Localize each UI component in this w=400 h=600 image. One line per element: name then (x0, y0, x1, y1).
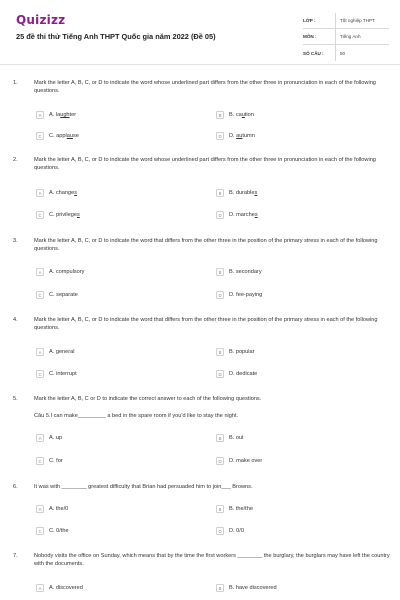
option-d[interactable] (216, 290, 262, 300)
option-letter-box: C (36, 457, 44, 465)
header-divider (0, 64, 400, 65)
option-letter-box: A (36, 434, 44, 442)
option-b[interactable] (216, 433, 244, 443)
option-letter-box: B (216, 189, 224, 197)
option-letter-box: D (216, 370, 224, 378)
option-letter-box: B (216, 111, 224, 119)
option-a[interactable] (36, 267, 84, 277)
option-b[interactable] (216, 504, 253, 514)
option-c[interactable] (36, 456, 63, 466)
option-letter-box: D (216, 291, 224, 299)
option-label: D. make over (229, 458, 263, 464)
option-letter-box: C (36, 527, 44, 535)
option-label: B. have discovered (229, 585, 277, 591)
option-b[interactable] (216, 347, 255, 357)
option-letter-box: A (36, 584, 44, 592)
option-letter-box: C (36, 370, 44, 378)
option-label: A. discovered (49, 585, 83, 591)
option-label: C. separate (49, 292, 78, 298)
option-b[interactable] (216, 188, 257, 198)
option-a[interactable] (36, 110, 76, 120)
option-a[interactable] (36, 347, 75, 357)
question-number: 6. (13, 484, 18, 490)
question-text: Mark the letter A, B, C or D to indicate the correct answer to each of the following questions. (34, 396, 262, 402)
option-label: B. secondary (229, 269, 262, 275)
question-number: 5. (13, 396, 18, 402)
option-c[interactable] (36, 369, 77, 379)
meta-value: 50 (335, 45, 345, 61)
option-c[interactable] (36, 290, 78, 300)
question-number: 2. (13, 157, 18, 163)
option-label: B. the/the (229, 506, 253, 512)
question-text: Nobody visits the office on Sunday, which means that by the time the first workers ________ the burglary, the burglars may have left the country with the documents. (34, 553, 390, 567)
option-b[interactable] (216, 583, 277, 593)
option-letter-box: D (216, 527, 224, 535)
option-letter-box: A (36, 505, 44, 513)
question-text: Mark the letter A, B, C, or D to indicate the word that differs from the other three in the position of the primary stress in each of the following questions. (34, 317, 378, 331)
option-d[interactable] (216, 456, 262, 466)
option-label: A. up (49, 435, 63, 441)
meta-key: MÔN : (303, 34, 317, 39)
option-letter-box: B (216, 348, 224, 356)
option-label: A. compulsory (49, 269, 85, 275)
question-text: Mark the letter A, B, C, or D to indicate the word whose underlined part differs from the other three in pronunciation in each of the following questions. (34, 157, 376, 171)
option-letter-box: D (216, 211, 224, 219)
option-label: D. autumn (229, 133, 255, 139)
option-a[interactable] (36, 188, 77, 198)
option-letter-box: A (36, 111, 44, 119)
meta-info-table (303, 13, 389, 61)
question-prompt: Câu 5.I can make_________ a bed in the spare room if you'd like to stay the night. (34, 413, 239, 419)
option-letter-box: C (36, 211, 44, 219)
meta-row-class (303, 13, 389, 29)
option-label: C. interrupt (49, 371, 77, 377)
question-number: 1. (13, 80, 18, 86)
option-letter-box: C (36, 132, 44, 140)
question-number: 3. (13, 238, 18, 244)
option-c[interactable] (36, 526, 69, 536)
meta-row-count (303, 45, 389, 61)
option-label: B. durables (229, 190, 258, 196)
option-letter-box: D (216, 457, 224, 465)
page-title: 25 đề thi thử Tiếng Anh THPT Quốc gia năm 2022 (Đề 05) (16, 32, 216, 41)
option-letter-box: B (216, 584, 224, 592)
option-letter-box: B (216, 505, 224, 513)
option-label: D. fee-paying (229, 292, 263, 298)
option-label: C. for (49, 458, 63, 464)
meta-value: Tốt nghiệp THPT (335, 13, 375, 28)
option-label: A. changes (49, 190, 77, 196)
option-label: C. privileges (49, 212, 80, 218)
option-letter-box: D (216, 132, 224, 140)
option-letter-box: A (36, 268, 44, 276)
question-text: Mark the letter A, B, C, or D to indicate the word whose underlined part differs from the other three in pronunciation in each of the following questions. (34, 80, 376, 94)
meta-value: Tiếng Anh (335, 29, 361, 44)
option-a[interactable] (36, 504, 68, 514)
option-label: C. applause (49, 133, 79, 139)
option-b[interactable] (216, 267, 262, 277)
meta-row-subject (303, 29, 389, 45)
option-d[interactable] (216, 210, 258, 220)
option-label: A. laughter (49, 112, 77, 118)
option-d[interactable] (216, 131, 255, 141)
option-label: D. dedicate (229, 371, 258, 377)
quizizz-logo: Quizizz (16, 13, 66, 27)
question-number: 4. (13, 317, 18, 323)
option-d[interactable] (216, 526, 244, 536)
question-text: It was with ________ greatest difficulty that Brian had persuaded him to join___ Browns. (34, 484, 253, 490)
option-b[interactable] (216, 110, 254, 120)
question-text: Mark the letter A, B, C, or D to indicate the word that differs from the other three in the position of the primary stress in each of the following questions. (34, 238, 378, 252)
option-c[interactable] (36, 210, 80, 220)
option-label: A. general (49, 349, 75, 355)
option-label: B. out (229, 435, 244, 441)
meta-key: LỚP : (303, 18, 316, 23)
option-letter-box: B (216, 268, 224, 276)
option-letter-box: B (216, 434, 224, 442)
option-c[interactable] (36, 131, 79, 141)
option-label: A. the/0 (49, 506, 69, 512)
option-a[interactable] (36, 583, 83, 593)
option-label: D. 0/0 (229, 528, 244, 534)
option-label: C. 0/the (49, 528, 69, 534)
meta-key: SỐ CÂU : (303, 50, 324, 56)
option-letter-box: C (36, 291, 44, 299)
option-label: D. marches (229, 212, 258, 218)
option-label: B. popular (229, 349, 255, 355)
option-d[interactable] (216, 369, 257, 379)
option-label: B. caution (229, 112, 254, 118)
option-letter-box: A (36, 189, 44, 197)
question-number: 7. (13, 553, 18, 559)
option-letter-box: A (36, 348, 44, 356)
option-a[interactable] (36, 433, 62, 443)
